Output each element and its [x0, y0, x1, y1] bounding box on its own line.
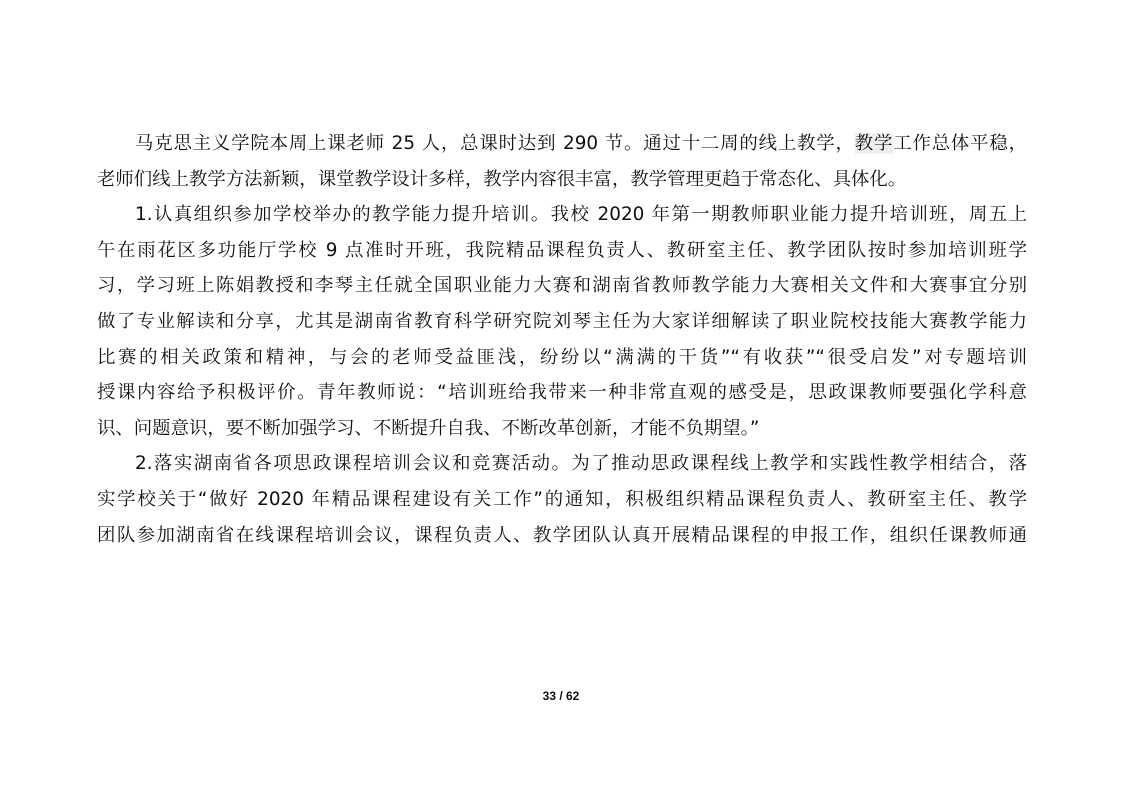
text-line: 午在雨花区多功能厅学校 9 点准时开班，我院精品课程负责人、教研室主任、教学团队按时参加培训班学	[97, 239, 1027, 261]
text-line: 做了专业解读和分享，尤其是湖南省教育科学研究院刘琴主任为大家详细解读了职业院校技能大赛教学能力	[97, 310, 1027, 332]
text-line: 识、问题意识，要不断加强学习、不断提升自我、不断改革创新，才能不负期望。”	[97, 417, 760, 439]
highlighted-text: 教学	[854, 133, 894, 154]
text-line	[97, 126, 1027, 162]
text-line: 1.认真组织参加学校举办的教学能力提升培训。我校 2020 年第一期教师职业能力提升培训班，周五上	[135, 204, 1027, 226]
text-segment: 马克思主义学院本周上课老师 25 人，总课时达到 290 节。通过十二周的线上教学，	[135, 133, 855, 154]
paragraph-item-2	[97, 446, 1027, 553]
text-line: 团队参加湖南省在线课程培训会议，课程负责人、教学团队认真开展精品课程的申报工作，组织任课教师通	[97, 524, 1027, 546]
text-line: 比赛的相关政策和精神，与会的老师受益匪浅，纷纷以“满满的干货”“有收获”“很受启发”对专题培训	[97, 346, 1027, 368]
text-line: 2.落实湖南省各项思政课程培训会议和竞赛活动。为了推动思政课程线上教学和实践性教学相结合，落	[135, 453, 1027, 475]
paragraph-intro	[97, 126, 1027, 197]
text-line: 实学校关于“做好 2020 年精品课程建设有关工作”的通知，积极组织精品课程负责人、教研室主任、教学	[97, 488, 1027, 510]
paragraph-item-1	[97, 197, 1027, 446]
text-line: 老师们线上教学方法新颖，课堂教学设计多样，教学内容很丰富，教学管理更趋于常态化、具体化。	[97, 168, 907, 190]
text-segment: 工作总体平稳，	[893, 133, 1027, 154]
text-line: 习，学习班上陈娟教授和李琴主任就全国职业能力大赛和湖南省教师教学能力大赛相关文件和大赛事宜分别	[97, 275, 1027, 297]
page-number: 33 / 62	[542, 689, 580, 703]
document-body	[97, 126, 1027, 553]
text-line: 授课内容给予积极评价。青年教师说：“培训班给我带来一种非常直观的感受是，思政课教师要强化学科意	[97, 382, 1027, 404]
